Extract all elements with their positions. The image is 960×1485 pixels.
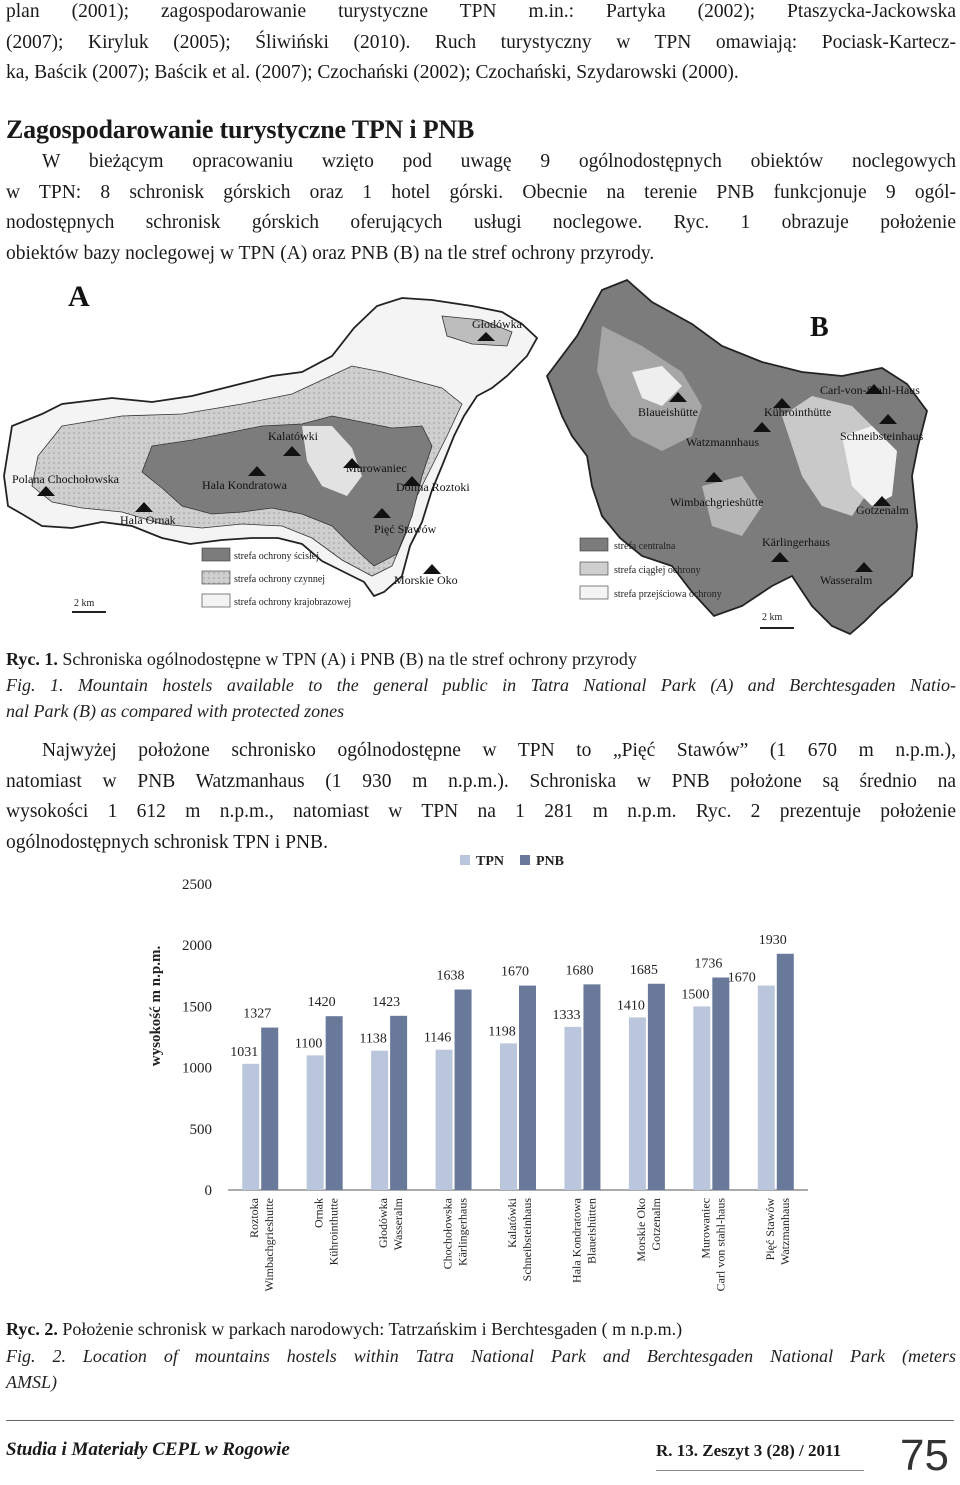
category-label: Chochołowska [440, 1198, 455, 1270]
panel-letter-a: A [68, 280, 90, 313]
data-label: 1327 [243, 1006, 272, 1022]
data-label: 1930 [758, 932, 787, 948]
page-number: 75 [900, 1431, 949, 1480]
bar-tpn [758, 986, 775, 1190]
fig2-caption-pl: Ryc. 2. Położenie schronisk w parkach narodowych: Tatrzańskim i Berchtesgaden ( m n.p.m.) [6, 1319, 683, 1339]
bar-pnb [261, 1028, 278, 1190]
text-line: W bieżącym opracowaniu wzięto pod uwagę 9 ogólnodostępnych obiektów noclegowych [42, 151, 956, 172]
data-label: 1680 [565, 963, 594, 979]
category-label: Schneibsteinhaus [520, 1198, 534, 1282]
bar-pnb [583, 984, 600, 1190]
map-panel-b [547, 280, 927, 634]
text-line: ogólnodostępnych schronisk TPN i PNB. [6, 831, 328, 853]
y-tick-label: 1000 [182, 1060, 212, 1077]
text-line: Najwyżej położone schronisko ogólnodostępne w TPN to „Pięć Stawów” (1 670 m n.p.m.), [42, 740, 956, 761]
data-label: 1138 [359, 1031, 387, 1047]
legend-swatch [460, 855, 470, 865]
bar-pnb [777, 954, 794, 1190]
svg-text:Głodówka: Głodówka [472, 317, 522, 331]
svg-text:Morskie Oko: Morskie Oko [394, 573, 458, 587]
svg-text:strefa przejściowa ochrony: strefa przejściowa ochrony [614, 589, 722, 600]
bar-tpn [629, 1017, 646, 1190]
data-label: 1423 [372, 994, 401, 1010]
svg-text:Blaueishütte: Blaueishütte [638, 405, 698, 419]
y-tick-label: 1500 [182, 999, 212, 1016]
category-label: Wasseralm [391, 1198, 406, 1251]
legend-swatch [520, 855, 530, 865]
footer-rule [6, 1420, 954, 1421]
bar-tpn [371, 1051, 388, 1190]
text-line: w TPN: 8 schronisk górskich oraz 1 hotel górski. Obecnie na terenie PNB funkcjonuje 9 ogól- [6, 181, 956, 203]
data-label: 1736 [694, 956, 723, 972]
svg-text:Polana Chochołowska: Polana Chochołowska [12, 472, 119, 486]
data-label: 1500 [681, 987, 710, 1003]
svg-text:Carl-von-Stahl-Haus: Carl-von-Stahl-Haus [820, 383, 920, 397]
y-tick-label: 2000 [182, 938, 212, 955]
category-label: Głodówka [376, 1198, 391, 1248]
text-line: nodostępnych schronisk górskich oferujących usługi noclegowe. Ryc. 1 obrazuje położenie [6, 212, 956, 233]
category-label: Murowaniec [698, 1198, 713, 1259]
category-label: Hala Kondratowa [569, 1198, 584, 1283]
legend-label: PNB [536, 854, 564, 869]
footer-issue-rule [656, 1470, 864, 1471]
data-label: 1670 [727, 970, 756, 986]
data-label: 1638 [436, 968, 465, 984]
svg-text:Pięć Stawów: Pięć Stawów [374, 522, 437, 536]
y-tick-label: 500 [189, 1121, 212, 1138]
text-line: wysokości 1 612 m n.p.m., natomiast w TPN na 1 281 m n.p.m. Ryc. 2 prezentuje położenie [6, 801, 956, 822]
category-label: Kärlingerhaus [455, 1198, 470, 1266]
svg-text:Hala Kondratowa: Hala Kondratowa [202, 478, 287, 492]
svg-text:Kärlingerhaus: Kärlingerhaus [762, 535, 830, 549]
data-label: 1031 [230, 1044, 259, 1060]
data-label: 1670 [501, 964, 529, 980]
bar-tpn [436, 1050, 453, 1190]
bar-pnb [326, 1016, 343, 1190]
bar-tpn [500, 1043, 517, 1190]
bar-pnb [390, 1016, 407, 1190]
top-paragraph [6, 0, 956, 89]
svg-text:Hala Ornak: Hala Ornak [120, 513, 176, 527]
data-label: 1410 [616, 998, 645, 1014]
svg-text:Watzmannhaus: Watzmannhaus [686, 435, 760, 449]
svg-text:strefa ochrony ścisłej: strefa ochrony ścisłej [234, 551, 319, 562]
data-label: 1333 [552, 1007, 581, 1023]
panel-letter-b: B [810, 312, 829, 343]
category-label: Gotzenalm [648, 1198, 663, 1251]
text-line: plan (2001); zagospodarowanie turystyczne TPN m.in.: Partyka (2002); Ptaszycka-Jackowska [6, 1, 956, 22]
svg-text:strefa ciągłej ochrony: strefa ciągłej ochrony [614, 565, 701, 576]
map-a-scale [72, 598, 106, 612]
intro-paragraph [6, 147, 956, 269]
svg-text:strefa centralna: strefa centralna [614, 541, 676, 552]
map-panel-a [4, 280, 537, 612]
svg-text:2 km: 2 km [762, 612, 783, 623]
svg-text:Schneibsteinhaus: Schneibsteinhaus [840, 429, 924, 443]
category-label: Watzmanhaus [777, 1198, 792, 1266]
category-label: Pięć Stawów [762, 1198, 777, 1261]
map-b-scale [760, 612, 794, 628]
text-line: obiektów bazy noclegowej w TPN (A) oraz PNB (B) na tle stref ochrony przyrody. [6, 242, 655, 264]
category-label: Kalatówki [505, 1198, 519, 1248]
data-label: 1198 [488, 1024, 516, 1040]
svg-text:strefa ochrony czynnej: strefa ochrony czynnej [234, 574, 326, 585]
text-line: (2007); Kiryluk (2005); Śliwiński (2010). Ruch turystyczny w TPN omawiają: Pociask-Kartecz- [6, 31, 956, 53]
category-label: Carl von stahl-haus [713, 1198, 728, 1292]
hostel-marker [343, 458, 407, 475]
svg-text:Dolina Roztoki: Dolina Roztoki [396, 480, 470, 494]
y-axis-label: wysokość m n.p.m. [148, 945, 164, 1067]
data-label: 1146 [423, 1030, 452, 1046]
legend-label: TPN [476, 854, 504, 869]
section-heading: Zagospodarowanie turystyczne TPN i PNB [6, 115, 475, 144]
fig1-caption-pl: Ryc. 1. Schroniska ogólnodostępne w TPN (A) i PNB (B) na tle stref ochrony przyrody [6, 649, 637, 669]
data-label: 1420 [307, 995, 336, 1011]
bar-pnb [519, 986, 536, 1190]
data-label: 1100 [294, 1036, 323, 1052]
svg-text:2 km: 2 km [74, 598, 95, 609]
svg-text:Wasseralm: Wasseralm [820, 573, 873, 587]
svg-text:Kalatówki: Kalatówki [268, 429, 318, 443]
y-tick-label: 2500 [182, 877, 212, 893]
category-label: Blaueishütten [584, 1198, 599, 1264]
hostel-marker [820, 383, 920, 397]
bar-tpn [693, 1006, 710, 1190]
protected-zone-maps [2, 276, 958, 638]
category-label: Wimbachgrieshutte [262, 1198, 277, 1292]
bar-tpn [242, 1064, 259, 1190]
footer-journal-title: Studia i Materiały CEPL w Rogowie [6, 1439, 290, 1460]
svg-text:strefa ochrony krajobrazowej: strefa ochrony krajobrazowej [234, 597, 352, 608]
text-line: ka, Baścik (2007); Baścik et al. (2007); Czochański (2002); Czochański, Szydarowski (2000). [6, 62, 739, 83]
bar-tpn [564, 1027, 581, 1190]
y-tick-label: 0 [204, 1183, 212, 1199]
category-label: Ornak [311, 1198, 326, 1228]
data-label: 1685 [629, 962, 658, 978]
bar-pnb [455, 990, 472, 1190]
category-label: Kührointhutte [326, 1198, 341, 1266]
body-paragraph [6, 736, 956, 858]
category-label: Roztoka [247, 1198, 262, 1238]
bar-pnb [648, 984, 665, 1190]
svg-text:Murowaniec: Murowaniec [346, 461, 407, 475]
category-label: Morskie Oko [633, 1198, 648, 1262]
svg-text:Kührointhütte: Kührointhütte [764, 405, 832, 419]
bar-tpn [307, 1055, 324, 1190]
fig1-caption-en: Fig. 1. Mountain hostels available to the general public in Tatra National Park (A) and Berchtesgaden Natio- nal Park (B) as compared with protected zones [6, 675, 957, 721]
svg-text:Wimbachgrieshütte: Wimbachgrieshütte [670, 495, 764, 509]
svg-text:Gotzenalm: Gotzenalm [856, 503, 909, 517]
fig2-caption-en: Fig. 2. Location of mountains hostels within Tatra National Park and Berchtesgaden National Park (meters AMSL) [6, 1346, 956, 1392]
bar-pnb [712, 978, 729, 1190]
elevation-bar-chart [0, 848, 960, 1313]
text-line: natomiast w PNB Watzmanhaus (1 930 m n.p.m.). Schroniska w PNB położone są średnio na [6, 770, 956, 792]
footer-issue: R. 13. Zeszyt 3 (28) / 2011 [656, 1441, 842, 1460]
